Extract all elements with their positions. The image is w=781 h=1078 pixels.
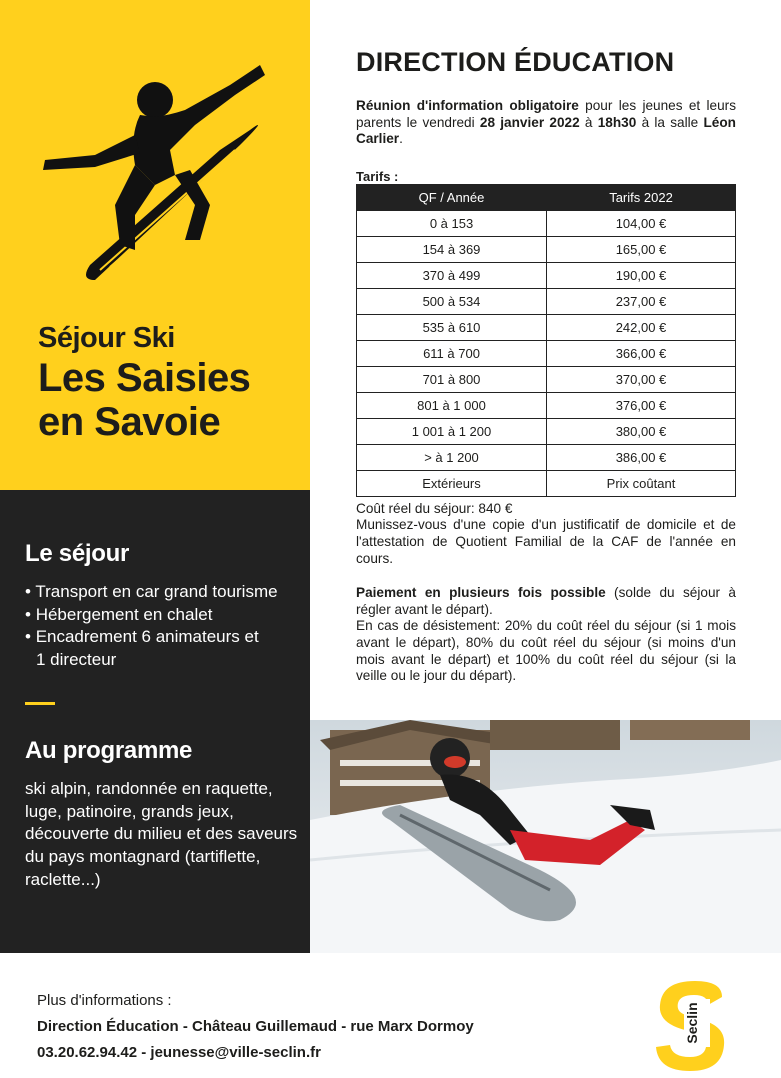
photo-sledding-child [310,720,781,953]
tarifs-label: Tarifs : [356,168,399,184]
cout-reel: Coût réel du séjour: 840 € [356,500,513,516]
tarif-cell: Prix coûtant [547,470,736,496]
qf-cell: 370 à 499 [357,262,547,288]
yellow-panel [0,0,310,490]
tarif-cell: 370,00 € [547,366,736,392]
justificatif: Munissez-vous d'une copie d'un justificatif de domicile et de l'attestation de Quotient Familial de la CAF de l'année en cours. [356,517,736,566]
meeting-place: Léon Carlier [356,114,736,147]
programme-heading: Au programme [25,737,193,764]
qf-cell: 535 à 610 [357,314,547,340]
sejour-list [25,581,278,671]
qf-cell: Extérieurs [357,470,547,496]
meeting-paragraph [356,98,736,148]
footer-address: Direction Éducation - Château Guillemaud - rue Marx Dormoy [37,1018,474,1035]
paiement-text: (solde du séjour à régler avant le départ). [356,585,736,617]
qf-cell: 500 à 534 [357,288,547,314]
table-header-row [357,184,736,210]
table-row [357,236,736,262]
title-block [38,320,250,444]
divider [25,702,55,705]
column-header: QF / Année [357,184,547,210]
qf-cell: 611 à 700 [357,340,547,366]
photo-image [310,720,781,953]
tarif-cell: 165,00 € [547,236,736,262]
meeting-date: 28 janvier 2022 [479,114,580,130]
meeting-text: pour les jeunes et leurs parents le vendredi [356,98,737,130]
footer-contact: 03.20.62.94.42 - jeunesse@ville-seclin.fr [37,1044,321,1061]
table-row [357,262,736,288]
list-item: • Transport en car grand tourisme [25,581,278,604]
tarif-cell: 380,00 € [547,418,736,444]
tarifs-table [356,184,736,497]
seclin-logo [650,975,730,1075]
table-row [357,366,736,392]
footer-info [37,988,474,1066]
table-row [357,418,736,444]
tarif-cell: 237,00 € [547,288,736,314]
title-line2: en Savoie [38,400,221,444]
column-header: Tarifs 2022 [547,184,736,210]
sejour-heading: Le séjour [25,540,129,567]
meeting-time: 18h30 [597,114,637,130]
page-title: DIRECTION ÉDUCATION [356,47,675,77]
tarif-cell: 242,00 € [547,314,736,340]
meeting-text: à la salle [636,114,704,130]
qf-cell: 154 à 369 [357,236,547,262]
qf-cell: 0 à 153 [357,210,547,236]
tarif-cell: 366,00 € [547,340,736,366]
paiement-bold: Paiement en plusieurs fois possible [356,585,606,601]
snowboarder-icon [35,55,280,290]
tarif-cell: 104,00 € [547,210,736,236]
table-row [357,392,736,418]
desistement: En cas de désistement: 20% du coût réel du séjour (si 1 mois avant le départ), 80% du coût réel du séjour (si moins d'un mois avant le départ) et 100% du coût réel du séjour (si la veille ou le jour du départ). [356,618,736,684]
programme-text: ski alpin, randonnée en raquette, luge, patinoire, grands jeux, découverte du milieu et des saveurs du pays montagnard (tartiflette, raclette...) [25,779,298,889]
qf-cell: 701 à 800 [357,366,547,392]
paiement [356,585,736,618]
table-row [357,288,736,314]
list-item: • Hébergement en chalet [25,604,278,627]
table-row [357,210,736,236]
right-column [356,47,736,685]
tarif-cell: 190,00 € [547,262,736,288]
qf-cell: > à 1 200 [357,444,547,470]
qf-cell: 1 001 à 1 200 [357,418,547,444]
list-item: • Encadrement 6 animateurs et 1 directeur [25,626,265,671]
title-small: Séjour Ski [38,322,175,354]
table-row [357,314,736,340]
meeting-bold: Réunion d'information obligatoire [356,98,579,113]
title-line1: Les Saisies [38,356,251,400]
table-row [357,340,736,366]
meeting-text: à [579,114,598,130]
tarif-cell: 376,00 € [547,392,736,418]
footer-line1: Plus d'informations : [37,992,172,1009]
tarif-cell: 386,00 € [547,444,736,470]
qf-cell: 801 à 1 000 [357,392,547,418]
svg-text:Seclin: Seclin [684,1002,700,1044]
table-row [357,470,736,496]
meeting-text: . [399,131,403,147]
table-row [357,444,736,470]
